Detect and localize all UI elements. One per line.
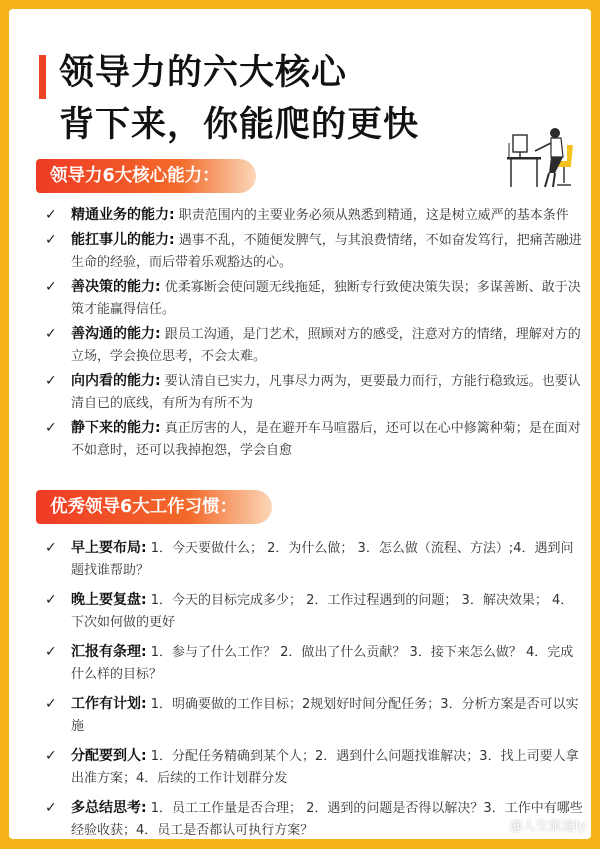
check-icon: ✓ (45, 589, 57, 611)
check-icon: ✓ (45, 276, 57, 298)
check-icon: ✓ (45, 745, 57, 767)
section-heading-core-abilities: 领导力6大核心能力： (36, 159, 256, 193)
title-line-2: 背下来，你能爬的更快 (59, 99, 419, 151)
check-icon: ✓ (45, 370, 57, 392)
list-item: ✓ 向内看的能力: 要认清自已实力，凡事尽力两为，更要最力而行，方能行稳致远。也要认清自已的底线，有所为有所不为 (45, 370, 585, 415)
list-item: ✓ 早上要布局: 1．今天要做什么； 2．为什么做； 3．怎么做（流程、方法）;4．遇到问题找谁帮助？ (45, 537, 585, 582)
check-icon: ✓ (45, 204, 57, 226)
list-item: ✓ 善沟通的能力: 跟员工沟通，是门艺术，照顾对方的感受，注意对方的情绪，理解对方的立场，学会换位思考，不会太难。 (45, 323, 585, 368)
list-item: ✓ 工作有计划: 1．明确要做的工作目标；2规划好时间分配任务；3．分析方案是否可以实施 (45, 693, 585, 738)
list-item: ✓ 多总结思考: 1．员工工作量是否合理； 2．遇到的问题是否得以解决？3．工作中有哪些经验收获；4．员工是否都认可执行方案？ (45, 797, 585, 842)
list-item: ✓ 能扛事儿的能力: 遇事不乱，不随便发脾气，与其浪费情绪，不如奋发笃行，把痛苦融进生命的经验，而后带着乐观豁达的心。 (45, 229, 585, 274)
woman-at-desk-illustration (505, 121, 581, 197)
title-accent-bar (39, 55, 46, 99)
list-item: ✓ 分配要到人: 1．分配任务精确到某个人；2．遇到什么问题找谁解决；3．找上司要人拿出准方案；4．后续的工作计划群分发 (45, 745, 585, 790)
watermark-logo-icon (492, 818, 506, 832)
check-icon: ✓ (45, 229, 57, 251)
list-item: ✓ 晚上要复盘: 1．今天的目标完成多少； 2．工作过程遇到的问题； 3．解决效果； 4．下次如何做的更好 (45, 589, 585, 634)
content-card (9, 9, 591, 839)
work-habits-list (45, 537, 585, 849)
section-heading-work-habits: 优秀领导6大工作习惯： (36, 490, 272, 524)
check-icon: ✓ (45, 797, 57, 819)
core-abilities-list (45, 204, 585, 464)
list-item: ✓ 精通业务的能力: 职责范围内的主要业务必须从熟悉到精通，这是树立威严的基本条件 (45, 204, 585, 227)
list-item: ✓ 静下来的能力: 真正厉害的人，是在避开车马喧嚣后，还可以在心中修篱种菊；是在面对不如意时，还可以我掉抱怨，学会自愈 (45, 417, 585, 462)
watermark-text: @人生旅途ly (510, 815, 586, 834)
check-icon: ✓ (45, 537, 57, 559)
title-line-1: 领导力的六大核心 (59, 53, 347, 93)
page-title (59, 47, 419, 151)
check-icon: ✓ (45, 641, 57, 663)
list-item: ✓ 汇报有条理: 1．参与了什么工作？ 2．做出了什么贡献？ 3．接下来怎么做？ 4．完成什么样的目标？ (45, 641, 585, 686)
check-icon: ✓ (45, 323, 57, 345)
list-item: ✓ 善决策的能力: 优柔寡断会使问题无线拖延，独断专行致使决策失误；多谋善断、敢于决策才能赢得信任。 (45, 276, 585, 321)
watermark (492, 815, 586, 834)
check-icon: ✓ (45, 693, 57, 715)
check-icon: ✓ (45, 417, 57, 439)
